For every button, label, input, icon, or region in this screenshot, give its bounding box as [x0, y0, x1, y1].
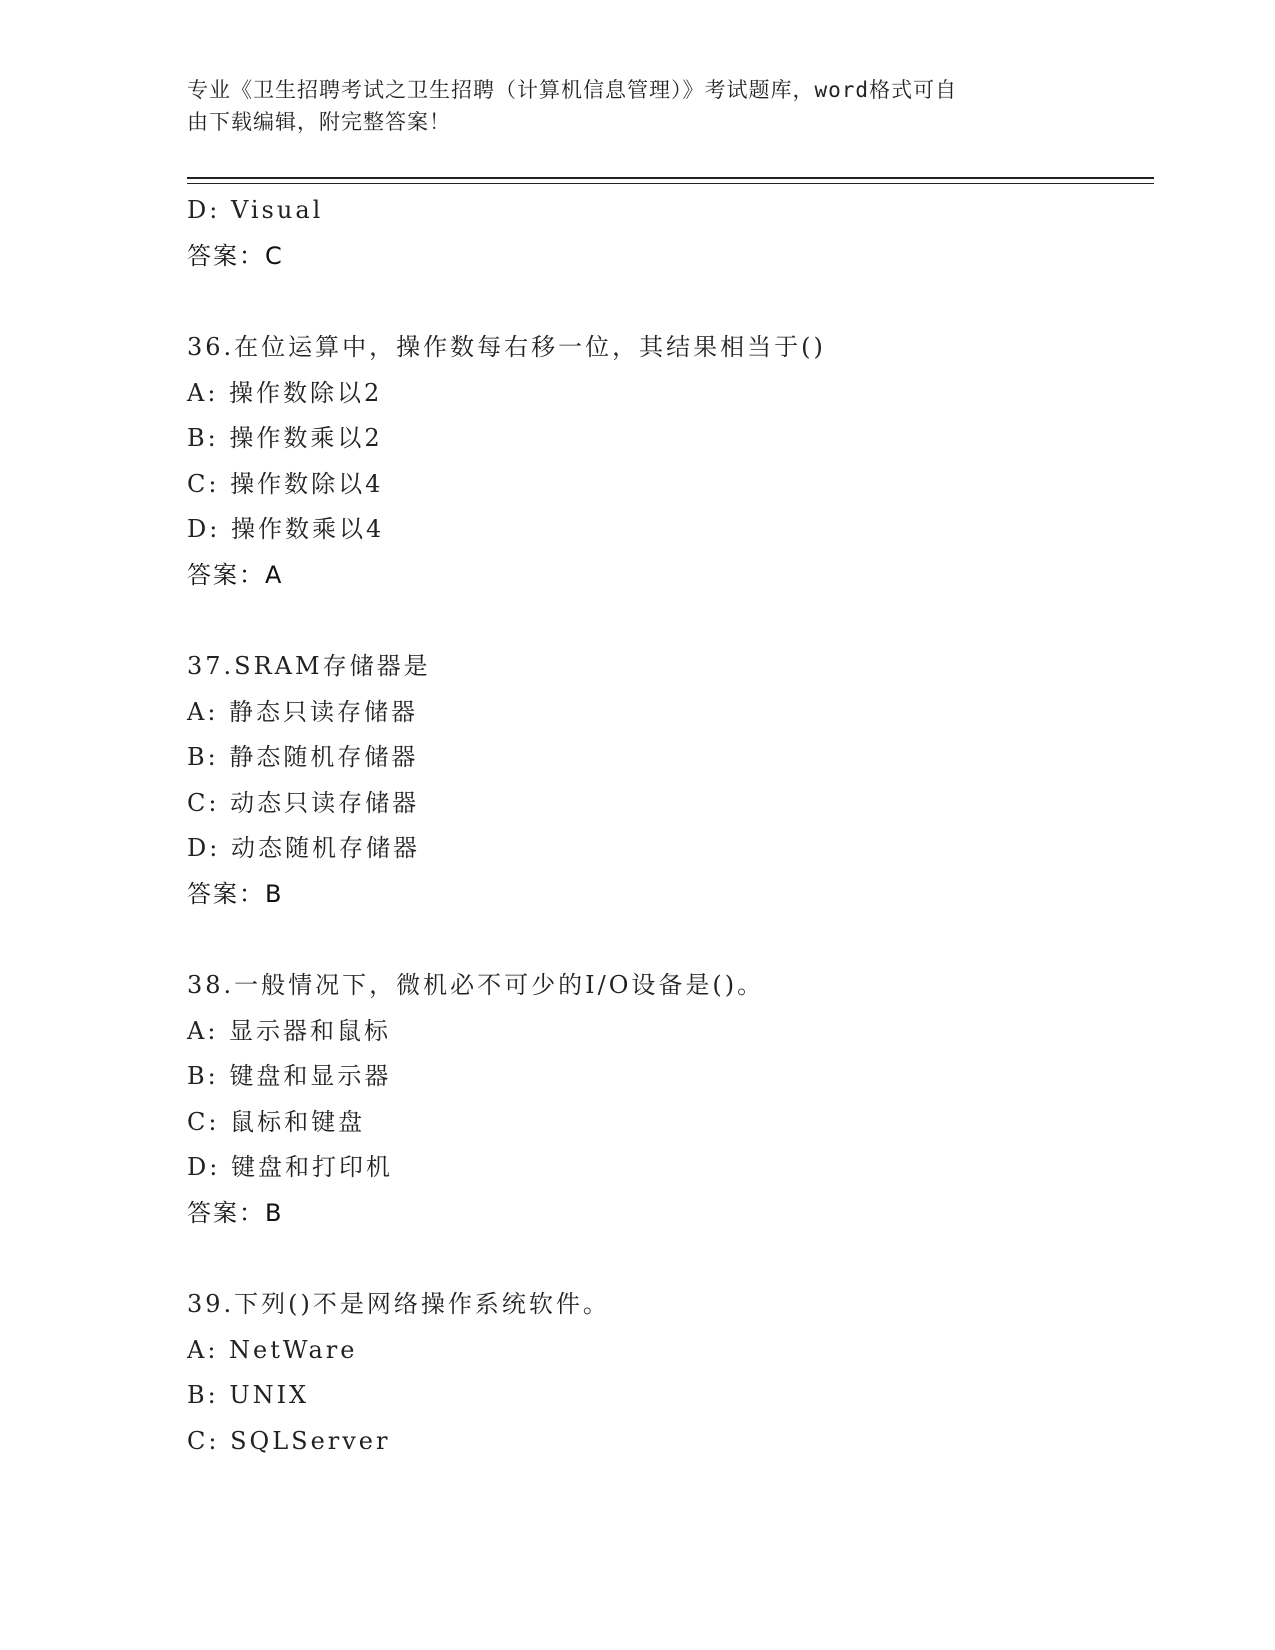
header-divider-thick	[187, 177, 1154, 179]
question-text: 39.下列()不是网络操作系统软件。	[187, 1290, 610, 1318]
header-divider-thin	[187, 183, 1154, 184]
spacer	[187, 1236, 1147, 1282]
option-a: A: NetWare	[187, 1335, 358, 1364]
question-block	[187, 325, 1147, 598]
answer-text: 答案：B	[187, 879, 284, 908]
option-b: B: UNIX	[187, 1381, 310, 1409]
answer-text: 答案：B	[187, 1198, 284, 1227]
option-c: C: SQLServer	[187, 1426, 391, 1455]
option-c: C: 鼠标和键盘	[187, 1107, 366, 1136]
question-block	[187, 963, 1147, 1236]
question-text: 36.在位运算中，操作数每右移一位，其结果相当于()	[187, 333, 826, 361]
option-d: D: 动态随机存储器	[187, 834, 420, 862]
header-title-line2: 由下载编辑，附完整答案！	[187, 110, 451, 134]
option-d: D: 键盘和打印机	[187, 1153, 393, 1181]
option-c: C: 操作数除以4	[187, 469, 384, 498]
option-c: C: 动态只读存储器	[187, 788, 420, 817]
spacer	[187, 598, 1147, 644]
carryover-answer: 答案：C	[187, 241, 284, 270]
document-header	[187, 74, 1067, 138]
question-content	[187, 188, 1147, 1464]
question-block	[187, 644, 1147, 917]
option-a: A: 静态只读存储器	[187, 697, 419, 726]
option-b: B: 静态随机存储器	[187, 743, 419, 771]
option-b: B: 操作数乘以2	[187, 424, 383, 452]
option-a: A: 操作数除以2	[187, 378, 383, 407]
carryover-option-d: D: Visual	[187, 196, 324, 224]
answer-text: 答案：A	[187, 560, 284, 589]
option-b: B: 键盘和显示器	[187, 1062, 392, 1090]
question-text: 38.一般情况下，微机必不可少的I/O设备是()。	[187, 971, 765, 999]
question-block	[187, 1282, 1147, 1464]
option-d: D: 操作数乘以4	[187, 515, 385, 543]
spacer	[187, 917, 1147, 963]
spacer	[187, 279, 1147, 325]
question-text: 37.SRAM存储器是	[187, 652, 431, 680]
header-title-line1: 专业《卫生招聘考试之卫生招聘（计算机信息管理）》考试题库，word格式可自	[187, 78, 958, 102]
option-a: A: 显示器和鼠标	[187, 1016, 392, 1045]
